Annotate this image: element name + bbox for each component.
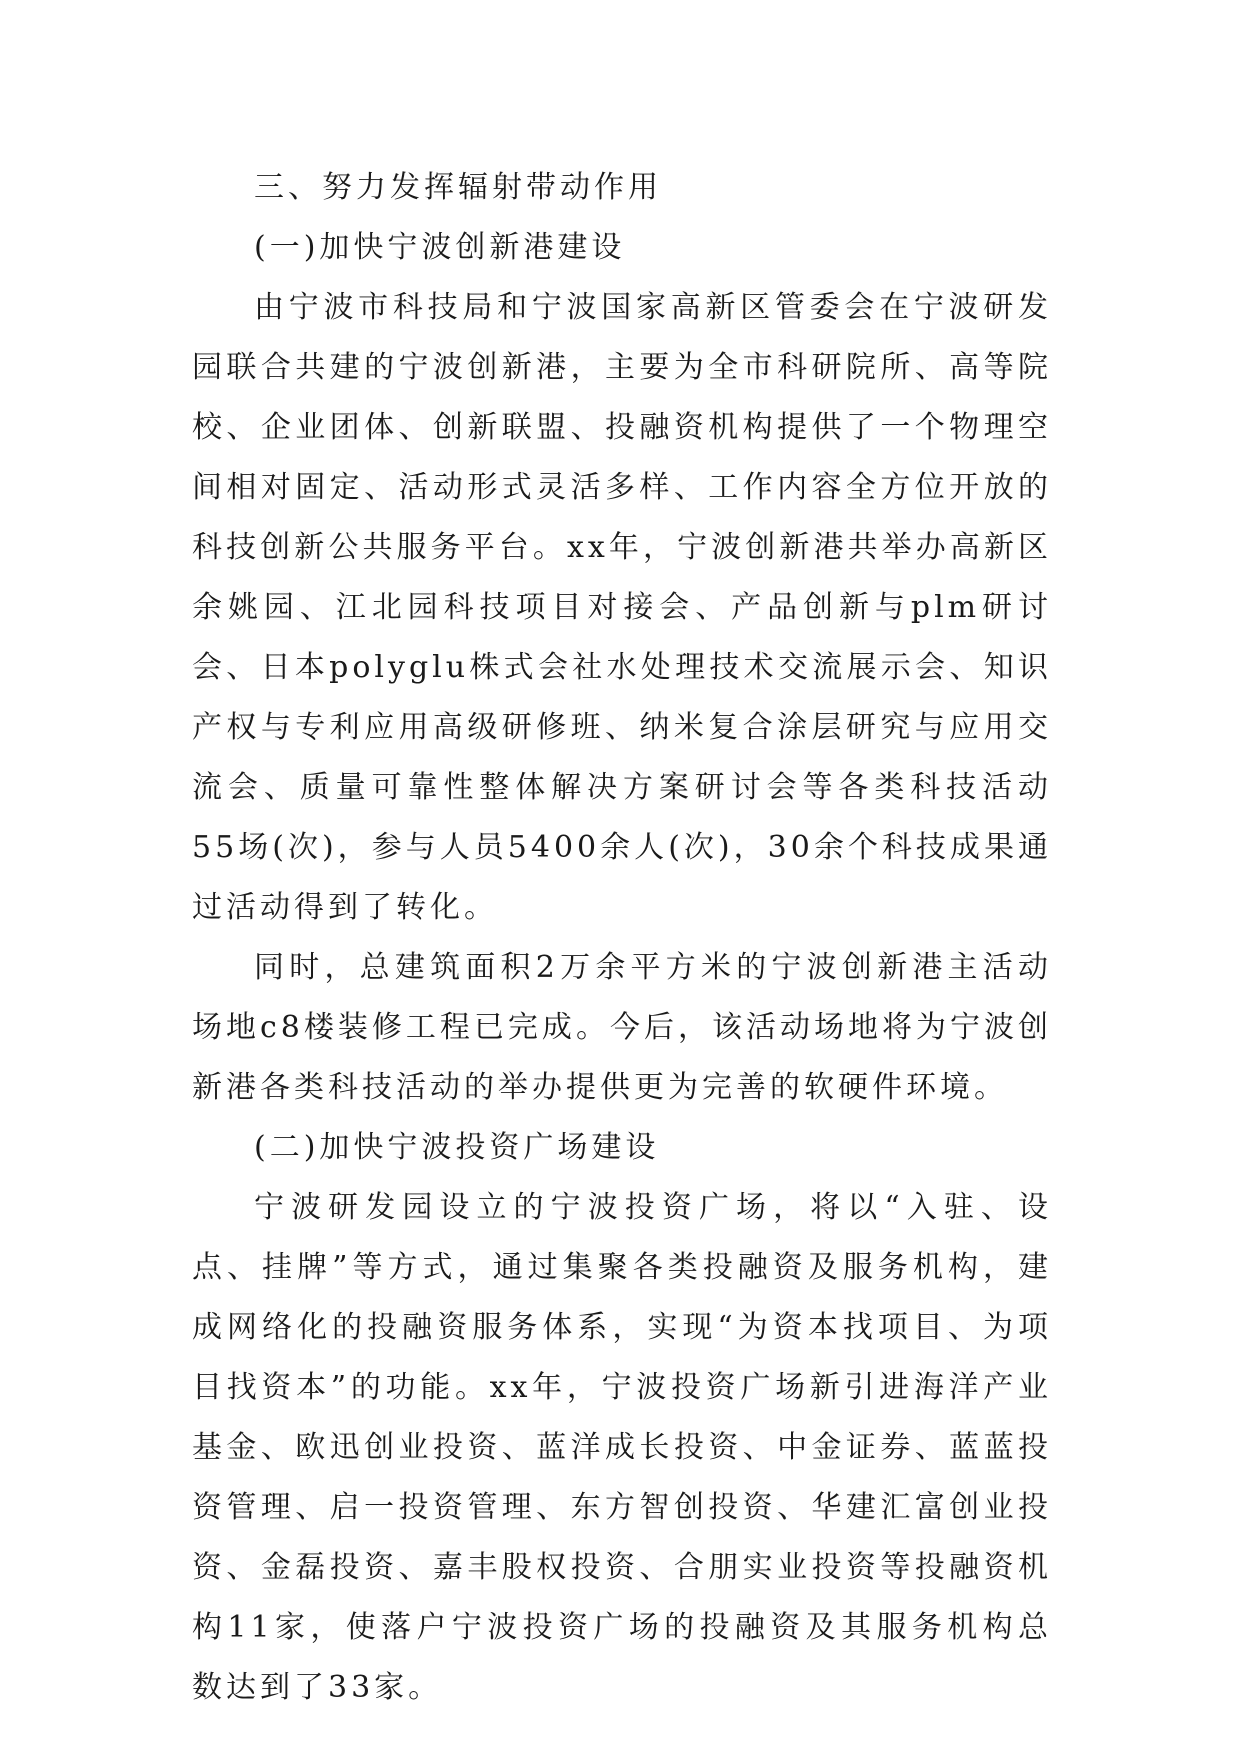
paragraph-investment-plaza: 宁波研发园设立的宁波投资广场，将以“入驻、设点、挂牌”等方式，通过集聚各类投融资及服务机构，建成网络化的投融资服务体系，实现“为资本找项目、为项目找资本”的功能。xx年，宁波投资广场新引进海洋产业基金、欧迅创业投资、蓝洋成长投资、中金证券、蓝蓝投资管理、启一投资管理、东方智创投资、华建汇富创业投资、金磊投资、嘉丰股权投资、合朋实业投资等投融资机构11家，使落户宁波投资广场的投融资及其服务机构总数达到了33家。 [192,1190,1052,1705]
document-body [192,158,1052,1718]
section-heading: 三、努力发挥辐射带动作用 [254,170,662,205]
paragraph-innovation-port: 由宁波市科技局和宁波国家高新区管委会在宁波研发园联合共建的宁波创新港，主要为全市科研院所、高等院校、企业团体、创新联盟、投融资机构提供了一个物理空间相对固定、活动形式灵活多样、工作内容全方位开放的科技创新公共服务平台。xx年，宁波创新港共举办高新区余姚园、江北园科技项目对接会、产品创新与plm研讨会、日本polyglu株式会社水处理技术交流展示会、知识产权与专利应用高级研修班、纳米复合涂层研究与应用交流会、质量可靠性整体解决方案研讨会等各类科技活动55场(次)，参与人员5400余人(次)，30余个科技成果通过活动得到了转化。 [192,290,1052,925]
sub-heading-innovation-port: (一)加快宁波创新港建设 [254,230,626,265]
sub-heading-investment-plaza: (二)加快宁波投资广场建设 [254,1130,660,1165]
paragraph-activity-venue: 同时，总建筑面积2万余平方米的宁波创新港主活动场地c8楼装修工程已完成。今后，该活动场地将为宁波创新港各类科技活动的举办提供更为完善的软硬件环境。 [192,950,1052,1105]
